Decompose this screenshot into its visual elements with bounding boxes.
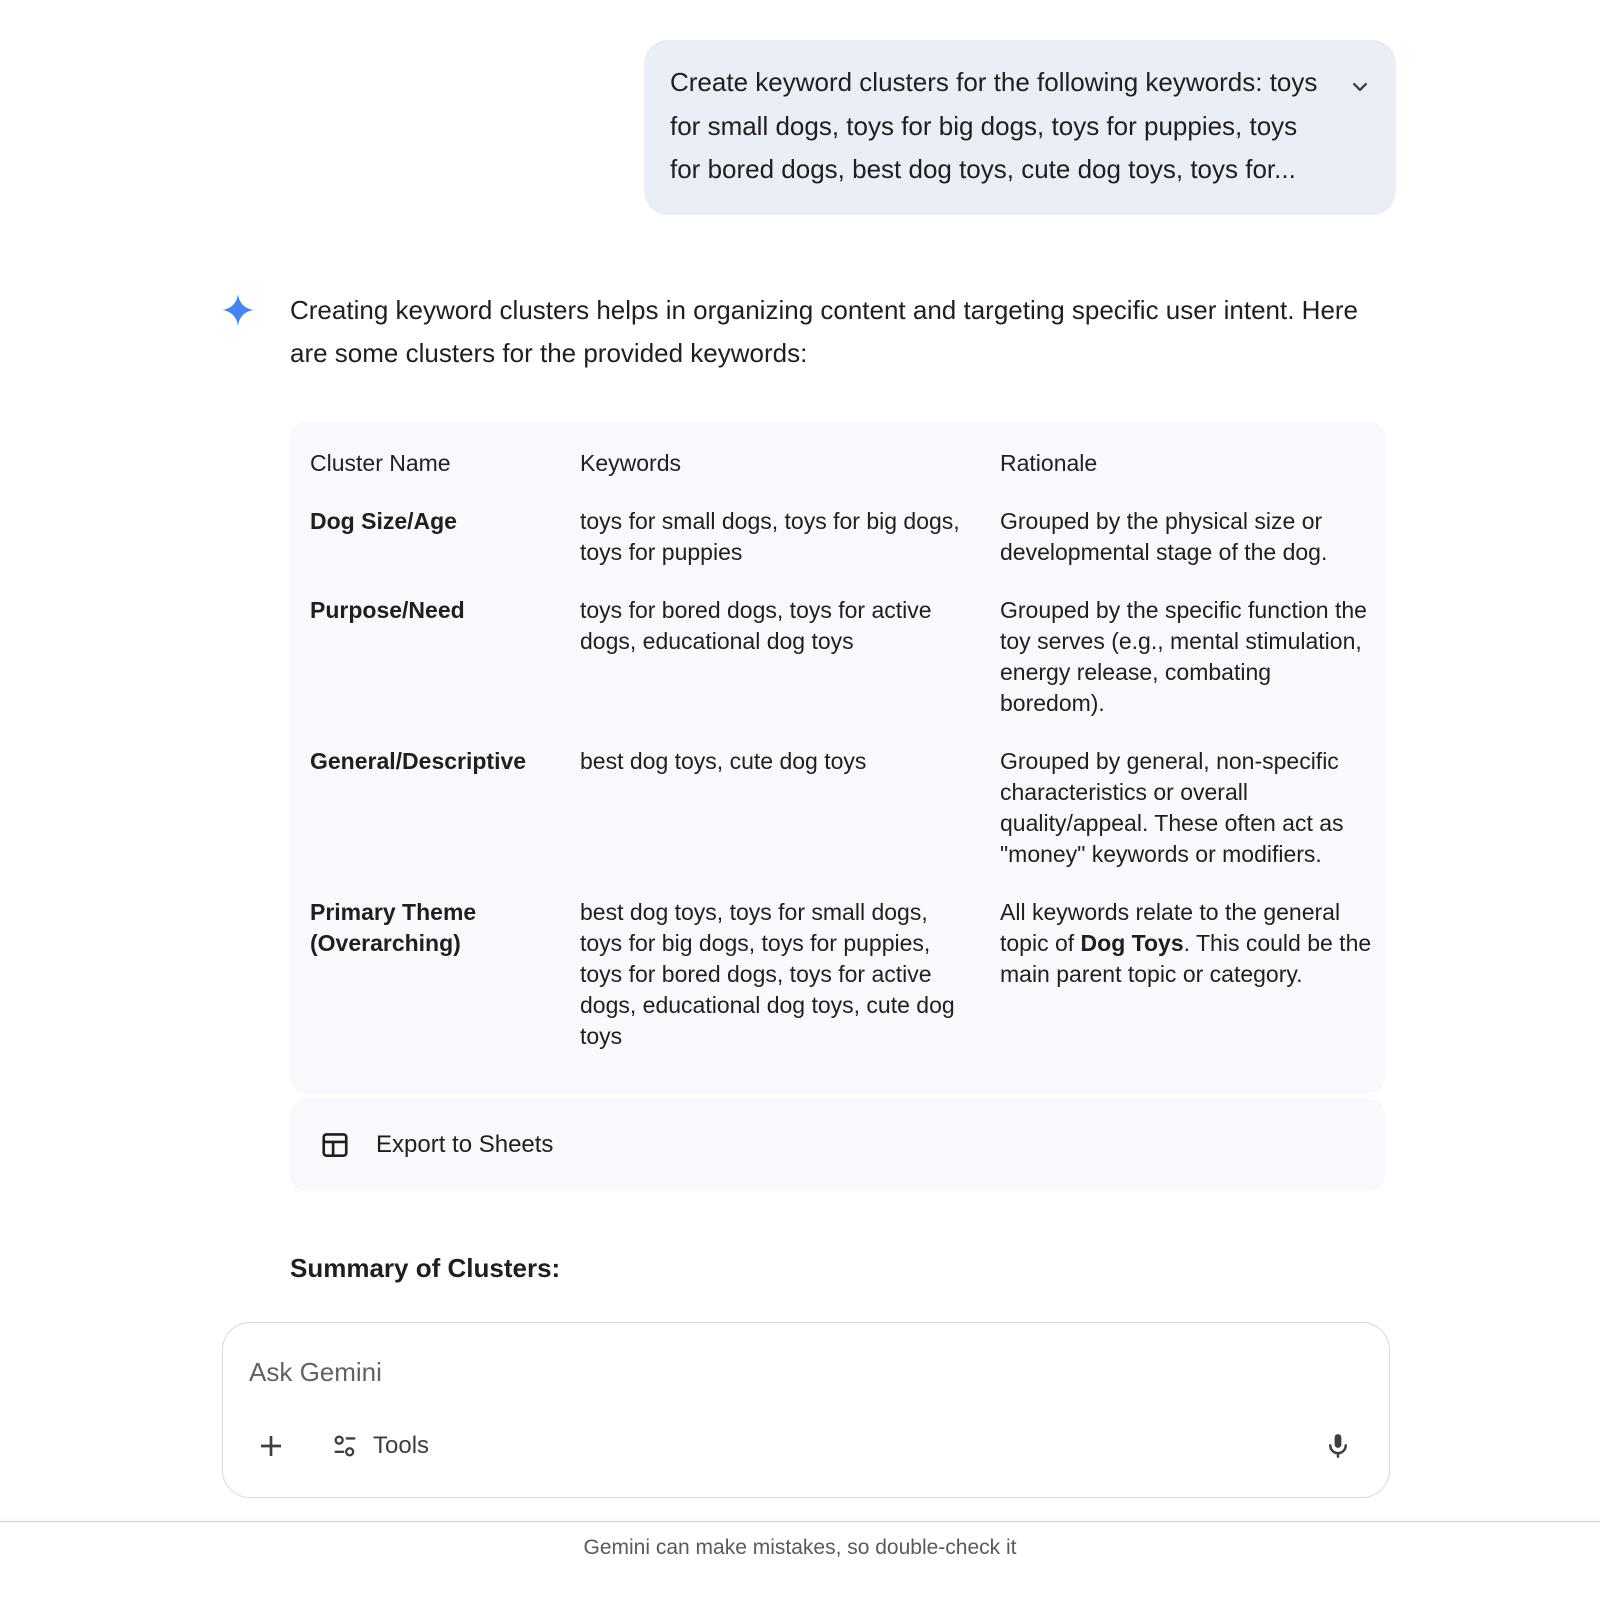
cluster-name-cell: Purpose/Need — [310, 596, 465, 623]
assistant-response-row — [222, 289, 1396, 376]
summary-heading: Summary of Clusters: — [290, 1252, 561, 1283]
cluster-name-cell: Primary Theme (Overarching) — [310, 898, 477, 956]
table-header-row — [310, 434, 1375, 492]
table-footer-bar — [290, 1099, 1385, 1191]
keywords-cell: best dog toys, cute dog toys — [580, 747, 867, 774]
clusters-table — [290, 422, 1385, 1093]
microphone-icon — [1323, 1431, 1353, 1461]
microphone-button[interactable] — [1323, 1431, 1353, 1461]
table-row — [310, 883, 1375, 1065]
export-to-sheets-button[interactable] — [320, 1130, 553, 1160]
prompt-input[interactable]: Ask Gemini — [249, 1357, 382, 1387]
tune-sliders-icon — [331, 1432, 359, 1460]
table-row — [310, 581, 1375, 732]
expand-message-button[interactable] — [1346, 73, 1374, 101]
keywords-cell: toys for small dogs, toys for big dogs, toys for puppies — [580, 507, 960, 565]
export-to-sheets-label: Export to Sheets — [376, 1130, 554, 1158]
cluster-name-cell: Dog Size/Age — [310, 507, 457, 534]
cluster-name-cell: General/Descriptive — [310, 747, 527, 774]
rationale-cell: All keywords relate to the general topic of Dog Toys. This could be the main parent topic or category. — [1000, 898, 1372, 987]
chevron-down-icon — [1346, 73, 1374, 101]
assistant-intro-text: Creating keyword clusters helps in organizing content and targeting specific user intent. Here are some clusters for the provided keywords: — [290, 294, 1359, 368]
keywords-cell: best dog toys, toys for small dogs, toys for big dogs, toys for puppies, toys for bored dogs, toys for active dogs, educational dog toys, cute dog toys — [580, 898, 955, 1049]
user-message-bubble — [644, 40, 1396, 215]
rationale-cell: Grouped by the specific function the toy serves (e.g., mental stimulation, energy release, combating boredom). — [1000, 596, 1367, 716]
column-header-keywords: Keywords — [580, 449, 681, 476]
user-message-text: Create keyword clusters for the following keywords: toys for small dogs, toys for big dogs, toys for puppies, toys for bored dogs, best dog toys, cute dog toys, toys for... — [670, 67, 1318, 184]
add-attachment-button[interactable] — [255, 1430, 287, 1462]
chat-conversation — [222, 0, 1396, 1487]
plus-icon — [255, 1430, 287, 1462]
tools-label: Tools — [373, 1432, 430, 1459]
table-row — [310, 492, 1375, 581]
rationale-bold-term: Dog Toys — [1080, 929, 1184, 956]
rationale-cell: Grouped by general, non-specific characteristics or overall quality/appeal. These often act as "money" keywords or modifiers. — [1000, 747, 1344, 867]
prompt-composer[interactable] — [222, 1322, 1390, 1498]
table-grid-icon — [320, 1130, 350, 1160]
column-header-cluster-name: Cluster Name — [310, 449, 451, 476]
table-row — [310, 732, 1375, 883]
column-header-rationale: Rationale — [1000, 449, 1098, 476]
keywords-cell: toys for bored dogs, toys for active dogs, educational dog toys — [580, 596, 932, 654]
disclaimer-text: Gemini can make mistakes, so double-check it — [583, 1536, 1017, 1559]
composer-toolbar — [255, 1423, 1353, 1469]
window-bottom-divider — [0, 1521, 1600, 1522]
tools-button[interactable] — [331, 1432, 429, 1460]
gemini-sparkle-icon — [222, 293, 254, 327]
user-message-row — [222, 0, 1396, 215]
rationale-cell: Grouped by the physical size or developmental stage of the dog. — [1000, 507, 1328, 565]
